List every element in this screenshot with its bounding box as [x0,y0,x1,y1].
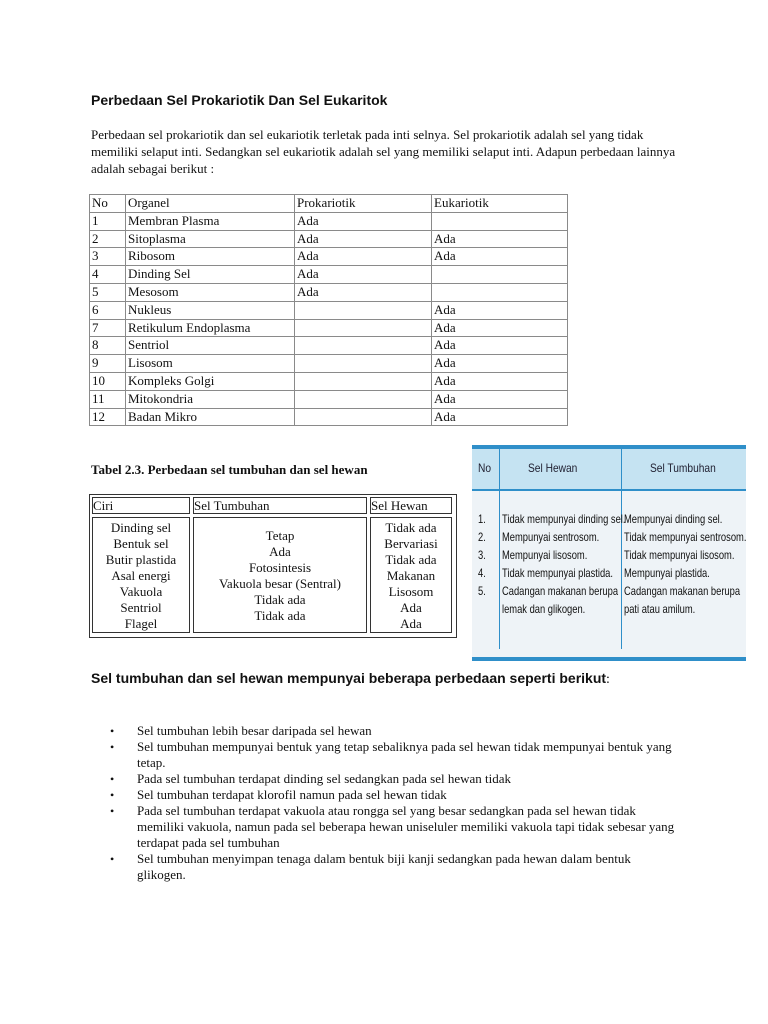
table-cell: 6 [90,301,126,319]
table2-hewan-item: Lisosom [388,584,434,599]
table-cell: Mesosom [126,283,295,301]
section-heading-suffix: : [606,672,610,687]
table-cell: Ada [295,212,432,230]
table2-tumbuhan-item: Fotosintesis [248,560,312,575]
table-cell [432,212,568,230]
image-header-no: No [478,461,492,475]
table2-tumbuhan-column [193,528,367,624]
table-row [90,355,568,373]
list-item: • Sel tumbuhan terdapat klorofil namun pada sel hewan tidak [110,787,680,803]
image-table-cell: Mempunyai sentrosom. [502,530,600,544]
organel-table [89,194,568,426]
table-cell: 4 [90,266,126,284]
table2-hewan-item: Tidak ada [385,552,437,567]
table2-hewan-column [370,520,452,632]
table-row [90,319,568,337]
image-table-cell: Cadangan makanan berupa [502,584,619,598]
ciri-table [89,494,457,638]
table2-hewan-item: Makanan [386,568,436,583]
table-cell: Ada [432,355,568,373]
table2-header-hewan: Sel Hewan [371,498,428,513]
image-header-hewan: Sel Hewan [528,461,578,475]
table-cell: Ada [432,230,568,248]
table-cell: Badan Mikro [126,408,295,426]
table-row [90,212,568,230]
table-cell: No [90,195,126,213]
image-table-cell: pati atau amilum. [624,602,696,616]
table-cell [295,408,432,426]
list-item: • Sel tumbuhan menyimpan tenaga dalam bentuk biji kanji sedangkan pada hewan dalam bentuk glikogen. [110,851,680,883]
list-item: • Pada sel tumbuhan terdapat vakuola atau rongga sel yang besar sedangkan pada sel hewan tidak memiliki vakuola, namun pada sel beberapa hewan uniseluler memiliki vakuola tapi tidak sebesar yang terdapat pada sel tumbuhan [110,803,680,851]
list-item: • Sel tumbuhan lebih besar daripada sel hewan [110,723,680,739]
table-cell: 10 [90,372,126,390]
table-cell: Ada [432,408,568,426]
table2-hewan-item: Ada [400,600,422,615]
table-cell: 11 [90,390,126,408]
table-cell: 1 [90,212,126,230]
table2-caption: Tabel 2.3. Perbedaan sel tumbuhan dan sel hewan [91,462,368,477]
table2-tumbuhan-item: Tetap [265,528,295,543]
table-cell: 3 [90,248,126,266]
table2-tumbuhan-item: Ada [269,544,291,559]
table-cell: Retikulum Endoplasma [126,319,295,337]
table-cell: Ada [295,266,432,284]
table-cell [295,301,432,319]
table-cell: Ada [295,283,432,301]
table-cell: Ada [432,372,568,390]
intro-paragraph: Perbedaan sel prokariotik dan sel eukariotik terletak pada inti selnya. Sel prokariotik adalah sel yang tidak memiliki selaput inti. Sedangkan sel eukariotik adalah sel yang memiliki selaput inti. Adapun perbedaan lainnya adalah sebagai berikut : [91,127,676,176]
table2-hewan-item: Ada [400,616,422,631]
table-row [90,230,568,248]
table-cell: Organel [126,195,295,213]
table-cell: Lisosom [126,355,295,373]
table-header-row [90,195,568,213]
table2-tumbuhan-item: Vakuola besar (Sentral) [218,576,341,591]
table2-ciri-item: Sentriol [120,600,162,615]
image-table-cell: 4. [478,566,486,580]
image-table-cell: 5. [478,584,486,598]
image-table-cell: Tidak mempunyai dinding sel. [502,512,626,526]
table2-ciri-column [92,520,190,632]
table-cell [432,266,568,284]
table2-hewan-item: Bervariasi [384,536,438,551]
image-table-cell: 3. [478,548,486,562]
table-cell [295,337,432,355]
table-cell [295,319,432,337]
table2-ciri-item: Butir plastida [105,552,177,567]
table-cell: 2 [90,230,126,248]
table-cell: Nukleus [126,301,295,319]
image-table-cell: Mempunyai plastida. [624,566,710,580]
table2-ciri-item: Vakuola [119,584,163,599]
table-cell: Mitokondria [126,390,295,408]
table-cell: Kompleks Golgi [126,372,295,390]
table2-header-tumbuhan: Sel Tumbuhan [194,498,270,513]
table2-tumbuhan-item: Tidak ada [254,592,306,607]
image-table-cell: Cadangan makanan berupa [624,584,741,598]
table-cell: Ada [295,230,432,248]
table-cell [432,283,568,301]
table-cell: Ada [432,337,568,355]
table-row [90,301,568,319]
table-cell: Ada [295,248,432,266]
table-cell [295,372,432,390]
image-table-cell: 2. [478,530,486,544]
section-heading-text: Sel tumbuhan dan sel hewan mempunyai beberapa perbedaan seperti berikut [91,670,607,686]
table-cell: Dinding Sel [126,266,295,284]
table-row [90,266,568,284]
image-table-cell: Mempunyai dinding sel. [624,512,723,526]
table2-ciri-item: Bentuk sel [113,536,169,551]
image-table-cell: Tidak mempunyai plastida. [502,566,613,580]
comparison-image-table [472,445,746,661]
table-cell: 7 [90,319,126,337]
table-cell: 5 [90,283,126,301]
table-cell: Membran Plasma [126,212,295,230]
table2-ciri-item: Flagel [124,616,158,631]
table-cell: Ada [432,390,568,408]
table-cell: Ada [432,248,568,266]
table2-hewan-item: Tidak ada [385,520,437,535]
difference-list [110,723,680,883]
table-row [90,248,568,266]
table-cell: 12 [90,408,126,426]
page-title: Perbedaan Sel Prokariotik Dan Sel Eukaritok [91,92,388,108]
list-item: • Pada sel tumbuhan terdapat dinding sel sedangkan pada sel hewan tidak [110,771,680,787]
table-row [90,390,568,408]
table-row [90,337,568,355]
list-item: • Sel tumbuhan mempunyai bentuk yang tetap sebaliknya pada sel hewan tidak mempunyai bentuk yang tetap. [110,739,680,771]
table-row [90,372,568,390]
table-cell [295,355,432,373]
table-cell: Ribosom [126,248,295,266]
table-cell: Prokariotik [295,195,432,213]
image-table-cell: Tidak mempunyai lisosom. [624,548,735,562]
table-cell: Sitoplasma [126,230,295,248]
image-table-cell: Mempunyai lisosom. [502,548,588,562]
table-cell: Sentriol [126,337,295,355]
table2-header-ciri: Ciri [93,498,114,513]
table-cell: 9 [90,355,126,373]
table2-ciri-item: Asal energi [111,568,171,583]
image-table-cell: Tidak mempunyai sentrosom. [624,530,747,544]
image-header-tumbuhan: Sel Tumbuhan [650,461,716,475]
table-cell: Ada [432,319,568,337]
image-table-cell: lemak dan glikogen. [502,602,586,616]
table2-ciri-item: Dinding sel [110,520,172,535]
table-row [90,283,568,301]
table-cell: 8 [90,337,126,355]
section-heading [91,668,651,690]
table-row [90,408,568,426]
table-cell: Eukariotik [432,195,568,213]
image-table-cell: 1. [478,512,486,526]
table2-tumbuhan-item: Tidak ada [254,608,306,623]
table-cell: Ada [432,301,568,319]
table-cell [295,390,432,408]
